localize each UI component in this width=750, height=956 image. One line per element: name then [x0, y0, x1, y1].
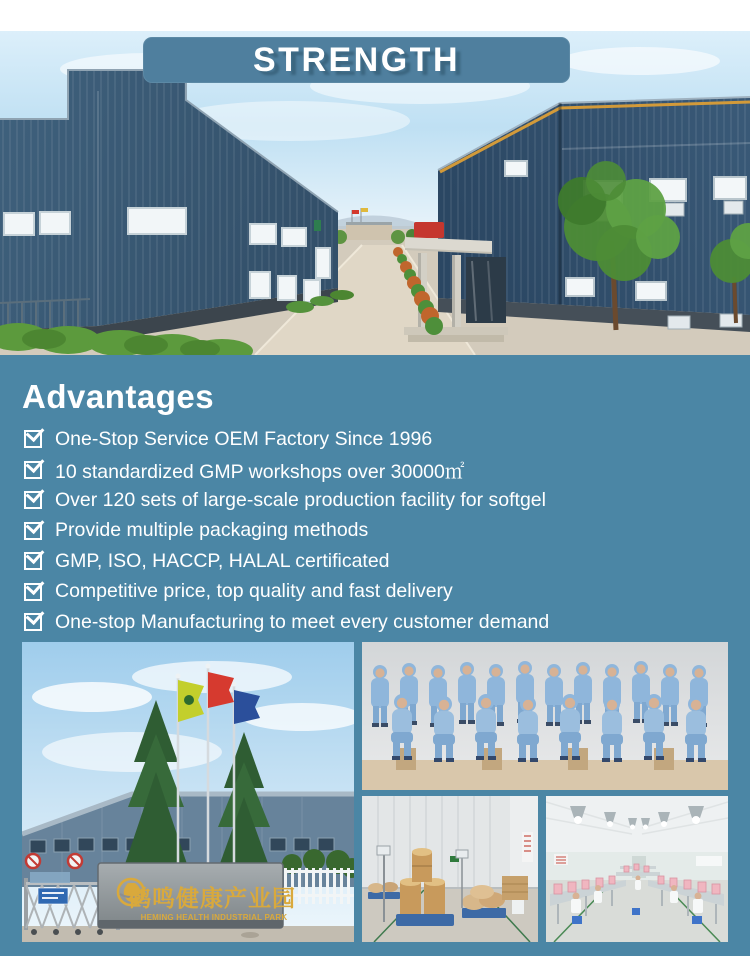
- advantage-text: One-stop Manufacturing to meet every customer demand: [55, 610, 550, 633]
- entrance-stone-sign: [98, 863, 296, 928]
- check-icon: [24, 613, 42, 631]
- check-icon: [24, 430, 42, 448]
- advantage-item: [22, 515, 728, 546]
- advantage-text: GMP, ISO, HACCP, HALAL certificated: [55, 549, 390, 572]
- advantage-text: Over 120 sets of large-scale production facility for softgel: [55, 488, 546, 511]
- team-photo: [362, 642, 728, 790]
- advantage-item: [22, 424, 728, 455]
- check-icon: [24, 461, 42, 479]
- building-name-sign: [414, 222, 444, 238]
- advantage-item: [22, 454, 728, 485]
- advantage-text: 10 standardized GMP workshops over 30000㎡: [55, 460, 465, 483]
- strength-banner: [143, 37, 570, 83]
- advantage-item: [22, 485, 728, 516]
- warehouse-photo: [362, 796, 538, 942]
- advantages-section: [0, 378, 750, 955]
- photo-gallery: [22, 642, 728, 942]
- sign-chinese-text: 鹤鸣健康产业园: [128, 885, 296, 912]
- advantage-item: [22, 546, 728, 577]
- strength-title: STRENGTH: [253, 40, 460, 79]
- factory-entrance-photo: [22, 642, 354, 942]
- production-line-photo: [546, 796, 728, 942]
- top-white-strip: [0, 0, 750, 31]
- hero-photo-block: [0, 31, 750, 355]
- check-icon: [24, 522, 42, 540]
- advantages-heading: Advantages: [22, 378, 215, 415]
- advantage-text: One-Stop Service OEM Factory Since 1996: [55, 427, 433, 450]
- advantage-item: [22, 607, 728, 638]
- check-icon: [24, 552, 42, 570]
- check-icon: [24, 583, 42, 601]
- check-icon: [24, 491, 42, 509]
- advantages-list: [22, 424, 728, 638]
- sign-english-text: HEMING HEALTH INDUSTRIAL PARK: [140, 913, 288, 923]
- advantage-text: Competitive price, top quality and fast delivery: [55, 580, 453, 603]
- advantage-text: Provide multiple packaging methods: [55, 519, 369, 542]
- advantage-item: [22, 576, 728, 607]
